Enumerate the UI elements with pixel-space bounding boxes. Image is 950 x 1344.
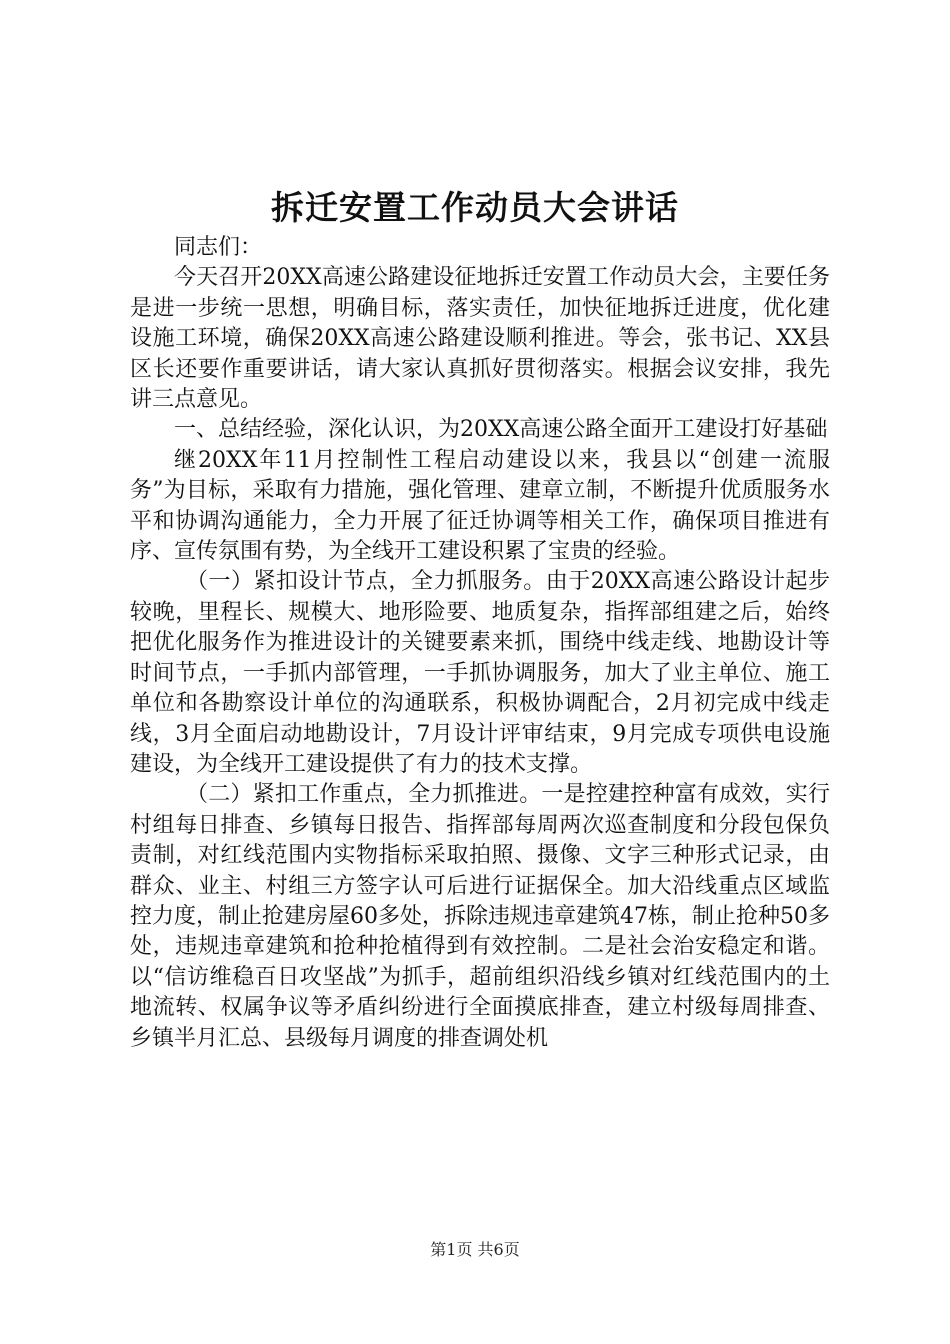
intro-paragraph: 今天召开20XX高速公路建设征地拆迁安置工作动员大会，主要任务是进一步统一思想，明确目标，落实责任，加快征地拆迁进度，优化建设施工环境，确保20XX高速公路建设顺利推进。等会，张书记、XX县区长还要作重要讲话，请大家认真抓好贯彻落实。根据会议安排，我先讲三点意见。 [130,265,830,413]
section-heading: 一、总结经验，深化认识，为20XX高速公路全面开工建设打好基础 [174,417,828,443]
page-footer: 第1页 共6页 [430,1240,520,1259]
subsection-paragraph-2: （二）紧扣工作重点，全力抓推进。一是控建控种富有成效，实行村组每日排查、乡镇每日报告、指挥部每周两次巡查制度和分段包保负责制，对红线范围内实物指标采取拍照、摄像、文字三种形式记录，由群众、业主、村组三方签字认可后进行证据保全。加大沿线重点区域监控力度，制止抢建房屋60多处，拆除违规违章建筑47栋，制止抢种50多处，违规违章建筑和抢种抢植得到有效控制。二是社会治安稳定和谐。以“信访维稳百日攻坚战”为抓手，超前组织沿线乡镇对红线范围内的土地流转、权属争议等矛盾纠纷进行全面摸底排查，建立村级每周排查、乡镇半月汇总、县级每月调度的排查调处机 [130,782,830,1051]
document-title: 拆迁安置工作动员大会讲话 [271,188,679,227]
salutation-paragraph: 同志们： [174,235,263,260]
subsection-paragraph-1: （一）紧扣设计节点，全力抓服务。由于20XX高速公路设计起步较晚，里程长、规模大、地形险要、地质复杂，指挥部组建之后，始终把优化服务作为推进设计的关键要素来抓，围绕中线走线、地勘设计等时间节点，一手抓内部管理，一手抓协调服务，加大了业主单位、施工单位和各勘察设计单位的沟通联系，积极协调配合，2月初完成中线走线，3月全面启动地勘设计，7月设计评审结束，9月完成专项供电设施建设，为全线开工建设提供了有力的技术支撑。 [130,569,830,777]
body-paragraph: 继20XX年11月控制性工程启动建设以来，我县以“创建一流服务”为目标，采取有力措施，强化管理、建章立制，不断提升优质服务水平和协调沟通能力，全力开展了征迁协调等相关工作，确保项目推进有序、宣传氛围有势，为全线开工建设积累了宝贵的经验。 [130,447,830,565]
document-body [130,233,830,1054]
